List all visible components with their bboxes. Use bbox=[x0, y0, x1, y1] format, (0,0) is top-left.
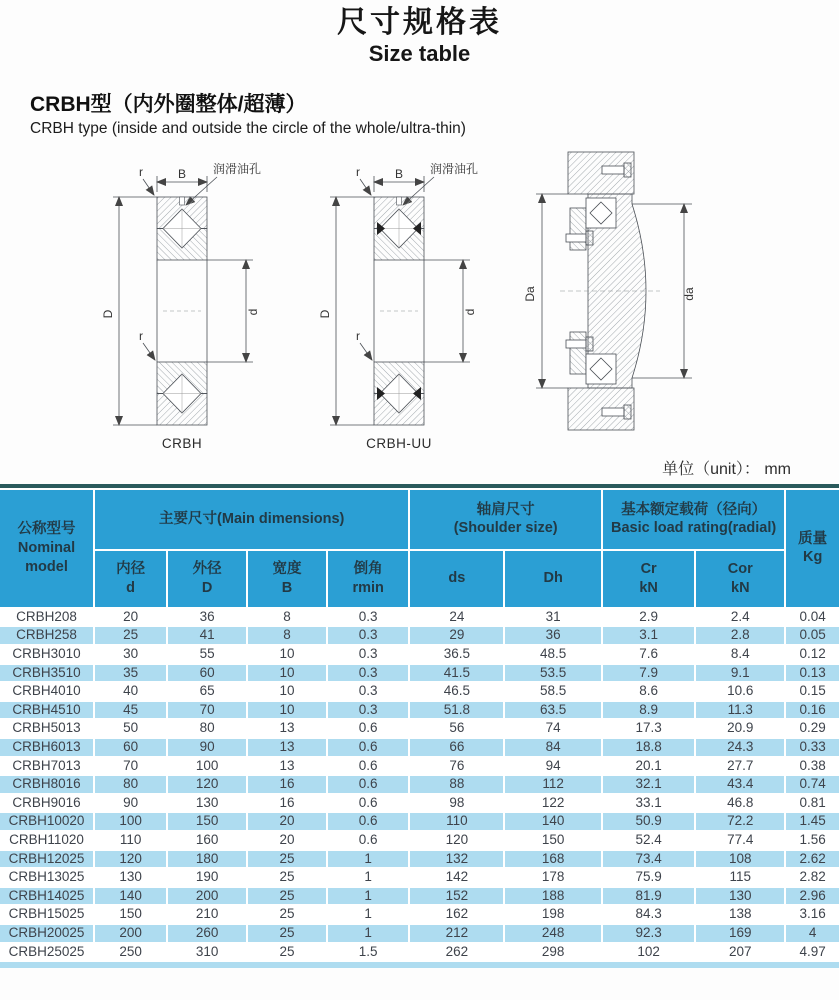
drawing-mounted-section bbox=[520, 146, 720, 441]
cell-value: 0.6 bbox=[327, 794, 409, 813]
cell-value: 130 bbox=[695, 887, 785, 906]
table-row bbox=[0, 719, 839, 738]
cell-value: 36.5 bbox=[409, 645, 504, 664]
cell-value: 0.74 bbox=[785, 775, 839, 794]
cell-value: 25 bbox=[247, 887, 327, 906]
cell-value: 150 bbox=[167, 812, 247, 831]
cell-value: 75.9 bbox=[602, 868, 695, 887]
cell-value: 25 bbox=[247, 924, 327, 943]
cell-value: 2.62 bbox=[785, 850, 839, 869]
cell-value: 0.3 bbox=[327, 664, 409, 683]
cell-value: 130 bbox=[94, 868, 167, 887]
col-group-main-dimensions: 主要尺寸(Main dimensions) bbox=[94, 489, 409, 550]
cell-value: 180 bbox=[167, 850, 247, 869]
cell-model: CRBH5013 bbox=[0, 719, 94, 738]
cell-value: 260 bbox=[167, 924, 247, 943]
col-header-width-zh: 宽度 bbox=[272, 561, 302, 578]
cell-value: 46.8 bbox=[695, 794, 785, 813]
cell-value: 132 bbox=[409, 850, 504, 869]
cell-model: CRBH25025 bbox=[0, 943, 94, 962]
table-row bbox=[0, 887, 839, 906]
cell-value: 0.3 bbox=[327, 608, 409, 627]
cell-value: 70 bbox=[167, 701, 247, 720]
cell-value: 40 bbox=[94, 682, 167, 701]
page-subtitle: Size table bbox=[368, 40, 471, 66]
cell-value: 35 bbox=[94, 664, 167, 683]
col-group-shoulder-en: (Shoulder size) bbox=[453, 520, 558, 537]
cell-value: 4 bbox=[785, 924, 839, 943]
cell-value: 298 bbox=[504, 943, 602, 962]
cell-value: 112 bbox=[504, 775, 602, 794]
cell-value: 100 bbox=[167, 757, 247, 776]
cell-value: 63.5 bbox=[504, 701, 602, 720]
cell-value: 4.97 bbox=[785, 943, 839, 962]
cell-value: 0.13 bbox=[785, 664, 839, 683]
cell-value: 200 bbox=[167, 887, 247, 906]
cell-value: 13 bbox=[247, 719, 327, 738]
col-group-load-zh: 基本额定载荷（径向） bbox=[621, 501, 767, 518]
table-row bbox=[0, 664, 839, 683]
cell-value: 2.9 bbox=[602, 608, 695, 627]
cell-value: 20 bbox=[247, 831, 327, 850]
cell-value: 1 bbox=[327, 850, 409, 869]
table-row bbox=[0, 701, 839, 720]
cell-model: CRBH12025 bbox=[0, 850, 94, 869]
cell-value: 110 bbox=[94, 831, 167, 850]
cell-value: 8.9 bbox=[602, 701, 695, 720]
cell-value: 50.9 bbox=[602, 812, 695, 831]
cell-value: 18.8 bbox=[602, 738, 695, 757]
cell-value: 98 bbox=[409, 794, 504, 813]
cell-value: 20 bbox=[94, 608, 167, 627]
cell-value: 0.6 bbox=[327, 831, 409, 850]
dim-label-b: B bbox=[177, 166, 187, 181]
cell-value: 198 bbox=[504, 905, 602, 924]
cell-value: 65 bbox=[167, 682, 247, 701]
col-header-nominal-model bbox=[0, 489, 94, 608]
col-header-chamfer-zh: 倒角 bbox=[353, 561, 383, 578]
col-group-load-en: Basic load rating(radial) bbox=[611, 520, 777, 537]
size-table-body bbox=[0, 608, 839, 961]
cell-value: 9.1 bbox=[695, 664, 785, 683]
cell-value: 10 bbox=[247, 664, 327, 683]
table-row bbox=[0, 682, 839, 701]
cell-value: 210 bbox=[167, 905, 247, 924]
cell-value: 120 bbox=[167, 775, 247, 794]
cell-value: 122 bbox=[504, 794, 602, 813]
col-header-chamfer bbox=[327, 550, 409, 608]
cell-value: 0.16 bbox=[785, 701, 839, 720]
cell-value: 10.6 bbox=[695, 682, 785, 701]
cell-value: 56 bbox=[409, 719, 504, 738]
cell-value: 310 bbox=[167, 943, 247, 962]
cell-value: 108 bbox=[695, 850, 785, 869]
cell-value: 90 bbox=[167, 738, 247, 757]
col-header-cr bbox=[602, 550, 695, 608]
cell-value: 0.6 bbox=[327, 719, 409, 738]
cell-model: CRBH6013 bbox=[0, 738, 94, 757]
cell-value: 88 bbox=[409, 775, 504, 794]
page-title: 尺寸规格表 bbox=[337, 6, 502, 39]
cell-value: 24 bbox=[409, 608, 504, 627]
cell-value: 29 bbox=[409, 626, 504, 645]
table-row bbox=[0, 775, 839, 794]
cell-value: 51.8 bbox=[409, 701, 504, 720]
col-header-outer-symbol: D bbox=[201, 579, 213, 596]
table-row bbox=[0, 924, 839, 943]
cell-value: 8.4 bbox=[695, 645, 785, 664]
cell-model: CRBH14025 bbox=[0, 887, 94, 906]
cell-value: 248 bbox=[504, 924, 602, 943]
cell-value: 150 bbox=[94, 905, 167, 924]
cell-value: 142 bbox=[409, 868, 504, 887]
dim-label-bore: d bbox=[463, 308, 477, 316]
cell-value: 1 bbox=[327, 924, 409, 943]
cell-value: 168 bbox=[504, 850, 602, 869]
cell-value: 0.33 bbox=[785, 738, 839, 757]
cell-value: 20.9 bbox=[695, 719, 785, 738]
cell-value: 60 bbox=[94, 738, 167, 757]
cell-value: 3.1 bbox=[602, 626, 695, 645]
cell-value: 8 bbox=[247, 608, 327, 627]
dim-label-r-bottom: r bbox=[356, 328, 360, 343]
cell-value: 0.3 bbox=[327, 626, 409, 645]
cell-value: 0.05 bbox=[785, 626, 839, 645]
cell-value: 25 bbox=[247, 850, 327, 869]
cell-value: 76 bbox=[409, 757, 504, 776]
cell-model: CRBH4010 bbox=[0, 682, 94, 701]
cell-value: 0.6 bbox=[327, 775, 409, 794]
oil-hole-label: 润滑油孔 bbox=[213, 161, 262, 176]
cell-value: 160 bbox=[167, 831, 247, 850]
cell-model: CRBH10020 bbox=[0, 812, 94, 831]
cell-value: 25 bbox=[247, 868, 327, 887]
cell-value: 20 bbox=[247, 812, 327, 831]
cell-value: 110 bbox=[409, 812, 504, 831]
cell-value: 80 bbox=[94, 775, 167, 794]
cell-value: 138 bbox=[695, 905, 785, 924]
cell-value: 90 bbox=[94, 794, 167, 813]
cell-value: 130 bbox=[167, 794, 247, 813]
cell-value: 169 bbox=[695, 924, 785, 943]
col-group-shoulder-zh: 轴肩尺寸 bbox=[476, 501, 535, 518]
cell-value: 24.3 bbox=[695, 738, 785, 757]
col-group-shoulder-size bbox=[409, 489, 602, 550]
table-row bbox=[0, 868, 839, 887]
cell-value: 8 bbox=[247, 626, 327, 645]
section-title-en: CRBH type (inside and outside the circle of the whole/ultra-thin) bbox=[30, 120, 466, 138]
cell-model: CRBH4510 bbox=[0, 701, 94, 720]
cell-value: 36 bbox=[167, 608, 247, 627]
col-header-outer-diameter bbox=[167, 550, 247, 608]
cell-model: CRBH13025 bbox=[0, 868, 94, 887]
dim-label-housing-diameter: Da bbox=[523, 286, 537, 302]
cell-value: 1.45 bbox=[785, 812, 839, 831]
cell-value: 1.5 bbox=[327, 943, 409, 962]
size-table-header bbox=[0, 489, 839, 608]
col-header-width-symbol: B bbox=[281, 579, 293, 596]
cell-model: CRBH9016 bbox=[0, 794, 94, 813]
cell-value: 0.6 bbox=[327, 812, 409, 831]
cell-value: 0.6 bbox=[327, 738, 409, 757]
table-row bbox=[0, 738, 839, 757]
size-table bbox=[0, 488, 839, 962]
col-header-chamfer-symbol: rmin bbox=[352, 579, 384, 596]
cell-value: 0.3 bbox=[327, 645, 409, 664]
col-header-mass-zh: 质量 bbox=[798, 530, 828, 547]
cell-value: 13 bbox=[247, 757, 327, 776]
cell-value: 100 bbox=[94, 812, 167, 831]
cell-value: 74 bbox=[504, 719, 602, 738]
cell-value: 70 bbox=[94, 757, 167, 776]
table-row bbox=[0, 645, 839, 664]
col-header-bore bbox=[94, 550, 167, 608]
cell-value: 212 bbox=[409, 924, 504, 943]
cell-model: CRBH208 bbox=[0, 608, 94, 627]
cell-value: 152 bbox=[409, 887, 504, 906]
cell-value: 16 bbox=[247, 775, 327, 794]
col-group-load-rating bbox=[602, 489, 785, 550]
table-row bbox=[0, 812, 839, 831]
unit-note: 单位（unit）： mm bbox=[662, 460, 791, 478]
col-header-nominal-model-zh: 公称型号 bbox=[17, 521, 76, 538]
cell-value: 2.4 bbox=[695, 608, 785, 627]
cell-value: 55 bbox=[167, 645, 247, 664]
cell-value: 30 bbox=[94, 645, 167, 664]
section-title-zh: CRBH型（内外圈整体/超薄） bbox=[30, 92, 307, 116]
cell-value: 17.3 bbox=[602, 719, 695, 738]
col-header-outer-zh: 外径 bbox=[192, 561, 222, 578]
cell-model: CRBH3510 bbox=[0, 664, 94, 683]
col-header-cor-symbol: Cor bbox=[727, 561, 753, 578]
dim-label-shaft-diameter: da bbox=[682, 287, 696, 301]
oil-hole-label: 润滑油孔 bbox=[430, 161, 479, 176]
cell-value: 58.5 bbox=[504, 682, 602, 701]
cell-value: 13 bbox=[247, 738, 327, 757]
cell-value: 16 bbox=[247, 794, 327, 813]
col-header-cor bbox=[695, 550, 785, 608]
cell-value: 115 bbox=[695, 868, 785, 887]
cell-value: 10 bbox=[247, 682, 327, 701]
table-row bbox=[0, 943, 839, 962]
col-header-dh: Dh bbox=[504, 550, 602, 608]
cell-value: 92.3 bbox=[602, 924, 695, 943]
cell-value: 84 bbox=[504, 738, 602, 757]
cell-value: 2.8 bbox=[695, 626, 785, 645]
cell-value: 120 bbox=[94, 850, 167, 869]
cell-value: 52.4 bbox=[602, 831, 695, 850]
col-header-ds: ds bbox=[409, 550, 504, 608]
col-header-bore-symbol: d bbox=[126, 579, 136, 596]
cell-value: 262 bbox=[409, 943, 504, 962]
table-row bbox=[0, 831, 839, 850]
cell-value: 1 bbox=[327, 868, 409, 887]
cell-value: 66 bbox=[409, 738, 504, 757]
table-row bbox=[0, 626, 839, 645]
cell-value: 94 bbox=[504, 757, 602, 776]
dim-label-b: B bbox=[394, 166, 404, 181]
cell-model: CRBH11020 bbox=[0, 831, 94, 850]
cell-value: 80 bbox=[167, 719, 247, 738]
cell-value: 53.5 bbox=[504, 664, 602, 683]
col-header-nominal-model-en: Nominal model bbox=[17, 539, 76, 575]
cell-value: 2.96 bbox=[785, 887, 839, 906]
technical-drawings bbox=[0, 144, 839, 456]
cell-value: 207 bbox=[695, 943, 785, 962]
dim-label-bore: d bbox=[246, 308, 260, 316]
cell-value: 0.04 bbox=[785, 608, 839, 627]
cell-value: 81.9 bbox=[602, 887, 695, 906]
dim-label-r-bottom: r bbox=[139, 328, 143, 343]
cell-model: CRBH20025 bbox=[0, 924, 94, 943]
cell-value: 50 bbox=[94, 719, 167, 738]
cell-value: 1 bbox=[327, 905, 409, 924]
cell-value: 0.12 bbox=[785, 645, 839, 664]
cell-value: 11.3 bbox=[695, 701, 785, 720]
cell-value: 27.7 bbox=[695, 757, 785, 776]
cell-value: 60 bbox=[167, 664, 247, 683]
cell-value: 10 bbox=[247, 701, 327, 720]
cell-value: 0.38 bbox=[785, 757, 839, 776]
cell-value: 77.4 bbox=[695, 831, 785, 850]
table-row bbox=[0, 850, 839, 869]
cell-value: 0.15 bbox=[785, 682, 839, 701]
cell-value: 33.1 bbox=[602, 794, 695, 813]
drawing-caption-crbh-uu: CRBH-UU bbox=[366, 435, 432, 451]
cell-value: 0.6 bbox=[327, 757, 409, 776]
cell-value: 102 bbox=[602, 943, 695, 962]
cell-value: 45 bbox=[94, 701, 167, 720]
size-table-wrap bbox=[0, 484, 839, 968]
cell-value: 140 bbox=[94, 887, 167, 906]
cell-value: 188 bbox=[504, 887, 602, 906]
col-header-width bbox=[247, 550, 327, 608]
table-row bbox=[0, 794, 839, 813]
table-row bbox=[0, 905, 839, 924]
cell-value: 84.3 bbox=[602, 905, 695, 924]
cell-value: 120 bbox=[409, 831, 504, 850]
cell-value: 41.5 bbox=[409, 664, 504, 683]
partial-next-row bbox=[0, 962, 839, 968]
cell-value: 200 bbox=[94, 924, 167, 943]
col-header-cr-unit: kN bbox=[639, 579, 658, 596]
cell-value: 41 bbox=[167, 626, 247, 645]
cell-value: 140 bbox=[504, 812, 602, 831]
cell-value: 0.81 bbox=[785, 794, 839, 813]
cell-value: 43.4 bbox=[695, 775, 785, 794]
cell-value: 8.6 bbox=[602, 682, 695, 701]
cell-value: 36 bbox=[504, 626, 602, 645]
cell-value: 25 bbox=[247, 905, 327, 924]
col-header-mass-en: Kg bbox=[802, 549, 823, 566]
dim-label-r-top: r bbox=[356, 164, 360, 179]
drawing-caption-crbh: CRBH bbox=[161, 435, 203, 451]
cell-value: 250 bbox=[94, 943, 167, 962]
cell-value: 0.3 bbox=[327, 701, 409, 720]
cell-model: CRBH15025 bbox=[0, 905, 94, 924]
cell-value: 7.6 bbox=[602, 645, 695, 664]
cell-value: 178 bbox=[504, 868, 602, 887]
cell-value: 25 bbox=[94, 626, 167, 645]
cell-value: 20.1 bbox=[602, 757, 695, 776]
cell-value: 0.3 bbox=[327, 682, 409, 701]
drawing-crbh-uu bbox=[312, 152, 492, 457]
table-row bbox=[0, 608, 839, 627]
cell-model: CRBH258 bbox=[0, 626, 94, 645]
cell-value: 31 bbox=[504, 608, 602, 627]
section-heading bbox=[30, 91, 839, 140]
cell-value: 46.5 bbox=[409, 682, 504, 701]
col-header-cr-symbol: Cr bbox=[640, 561, 657, 578]
cell-value: 73.4 bbox=[602, 850, 695, 869]
cell-value: 150 bbox=[504, 831, 602, 850]
cell-value: 48.5 bbox=[504, 645, 602, 664]
cell-value: 7.9 bbox=[602, 664, 695, 683]
cell-value: 162 bbox=[409, 905, 504, 924]
cell-value: 1 bbox=[327, 887, 409, 906]
drawing-crbh bbox=[95, 152, 275, 457]
cell-value: 2.82 bbox=[785, 868, 839, 887]
dim-label-outer-diameter: D bbox=[318, 309, 332, 319]
cell-value: 25 bbox=[247, 943, 327, 962]
cell-model: CRBH8016 bbox=[0, 775, 94, 794]
dim-label-outer-diameter: D bbox=[101, 309, 115, 319]
cell-value: 10 bbox=[247, 645, 327, 664]
col-header-cor-unit: kN bbox=[731, 579, 750, 596]
cell-value: 0.29 bbox=[785, 719, 839, 738]
cell-value: 190 bbox=[167, 868, 247, 887]
table-row bbox=[0, 757, 839, 776]
dim-label-r-top: r bbox=[139, 164, 143, 179]
page-title-block bbox=[0, 0, 839, 67]
col-header-bore-zh: 内径 bbox=[116, 561, 146, 578]
col-header-mass bbox=[785, 489, 839, 608]
cell-model: CRBH3010 bbox=[0, 645, 94, 664]
cell-model: CRBH7013 bbox=[0, 757, 94, 776]
cell-value: 1.56 bbox=[785, 831, 839, 850]
cell-value: 72.2 bbox=[695, 812, 785, 831]
cell-value: 3.16 bbox=[785, 905, 839, 924]
cell-value: 32.1 bbox=[602, 775, 695, 794]
